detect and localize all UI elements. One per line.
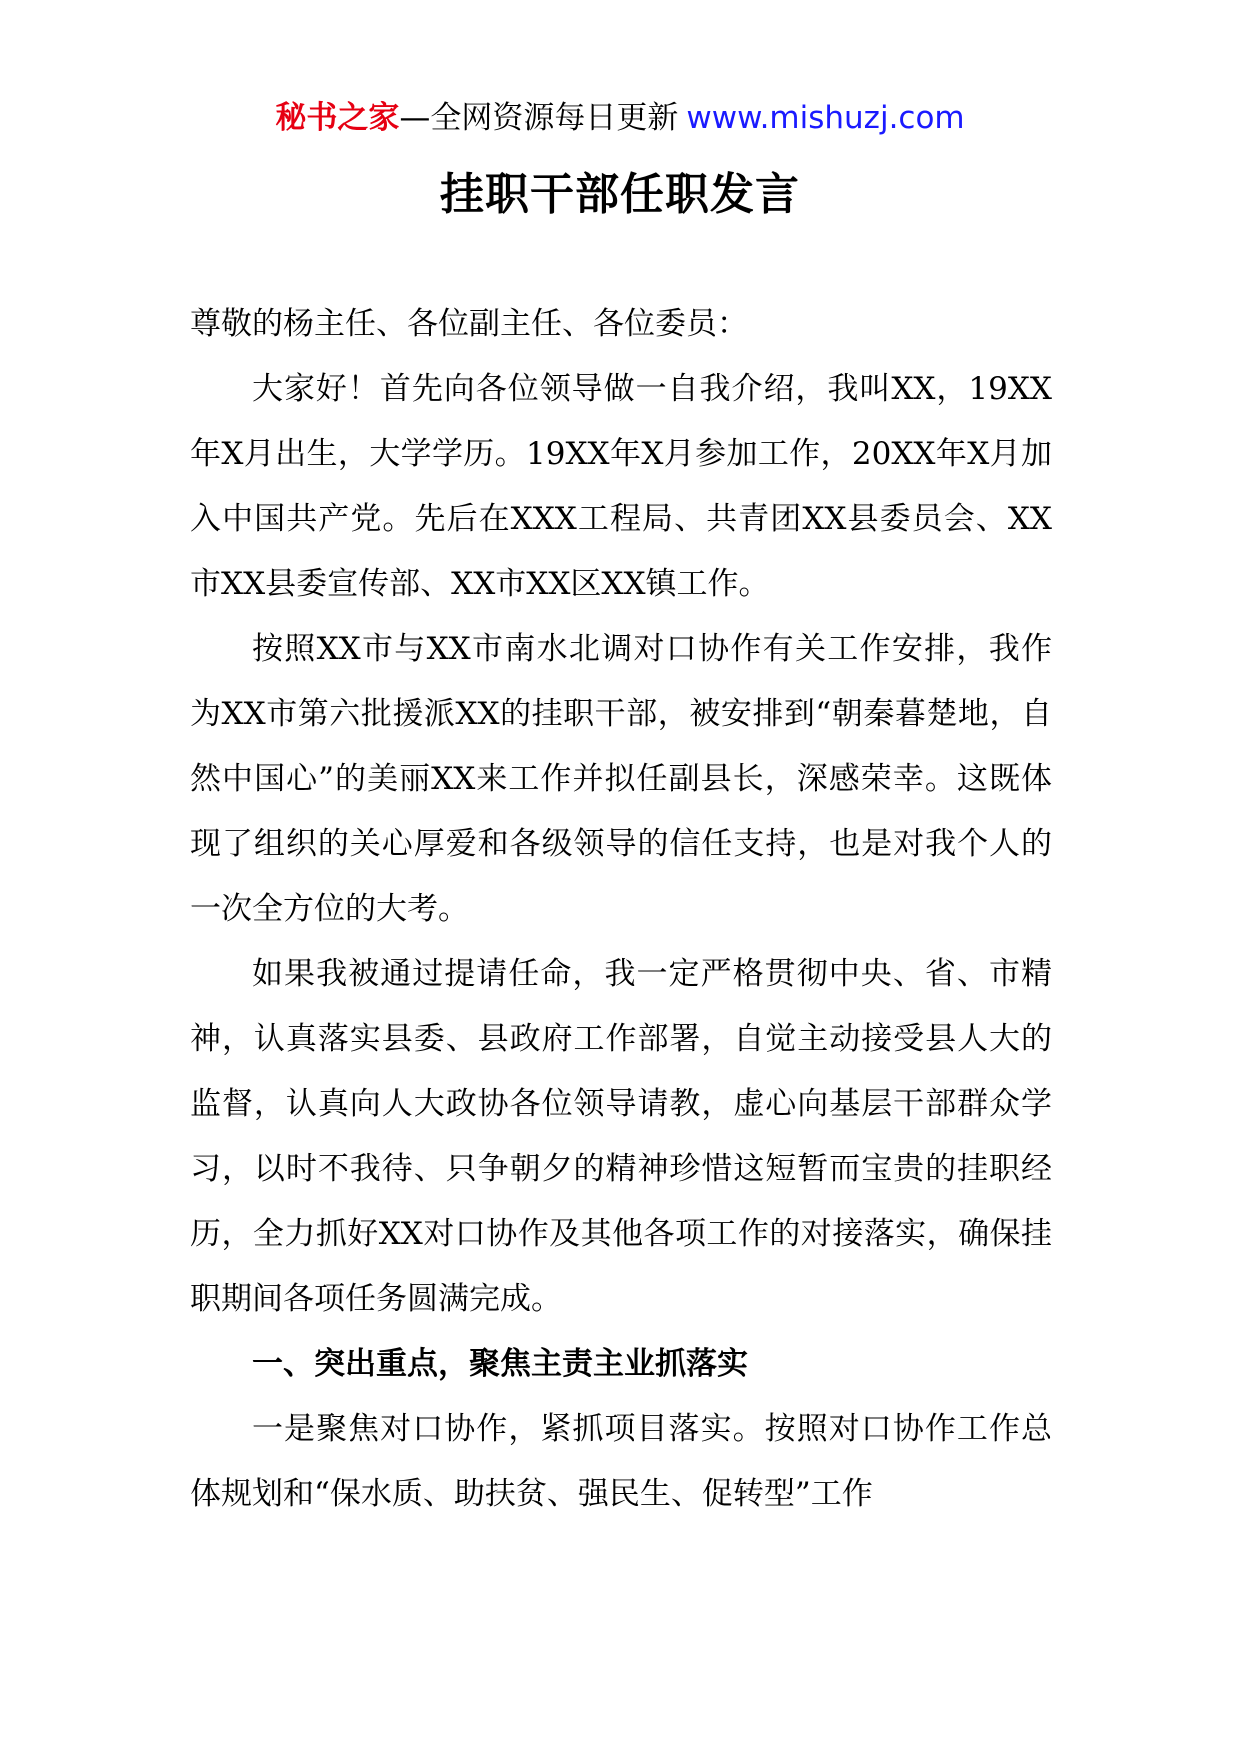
- paragraph-commitment: 如果我被通过提请任命，我一定严格贯彻中央、省、市精神，认真落实县委、县政府工作部署，自觉主动接受县人大的监督，认真向人大政协各位领导请教，虚心向基层干部群众学习，以时不我待、只争朝夕的精神珍惜这短暂而宝贵的挂职经历，全力抓好XX对口协作及其他各项工作的对接落实，确保挂职期间各项任务圆满完成。: [190, 956, 1052, 1317]
- salutation: 尊敬的杨主任、各位副主任、各位委员：: [190, 306, 748, 342]
- site-brand: 秘书之家: [275, 100, 400, 136]
- site-header: [0, 98, 1240, 138]
- site-tagline: 全网资源每日更新: [430, 100, 679, 136]
- document-title: 挂职干部任职发言: [440, 169, 800, 220]
- paragraph-introduction: 大家好！首先向各位领导做一自我介绍，我叫XX，19XX年X月出生，大学学历。19XX年X月参加工作，20XX年X月加入中国共产党。先后在XXX工程局、共青团XX县委员会、XX市XX县委宣传部、XX市XX区XX镇工作。: [190, 371, 1052, 602]
- document-body: [190, 292, 1052, 1527]
- site-url-link[interactable]: www.mishuzj.com: [686, 100, 965, 136]
- paragraph-section-one: 一是聚焦对口协作，紧抓项目落实。按照对口协作工作总体规划和“保水质、助扶贫、强民生、促转型”工作: [190, 1411, 1052, 1512]
- header-dash: —: [399, 100, 431, 136]
- section-heading: 一、突出重点，聚焦主责主业抓落实: [252, 1346, 748, 1382]
- paragraph-assignment: 按照XX市与XX市南水北调对口协作有关工作安排，我作为XX市第六批援派XX的挂职干部，被安排到“朝秦暮楚地，自然中国心”的美丽XX来工作并拟任副县长，深感荣幸。这既体现了组织的关心厚爱和各级领导的信任支持，也是对我个人的一次全方位的大考。: [190, 631, 1052, 927]
